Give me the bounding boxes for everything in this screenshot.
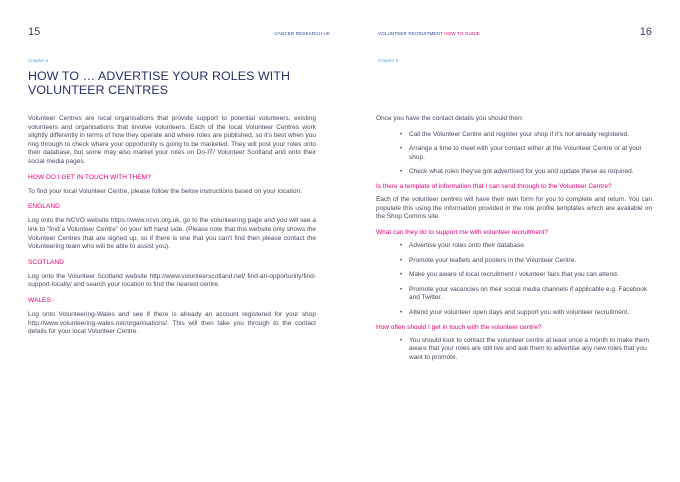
- often-question: How often should I get in touch with the volunteer centre?: [376, 323, 542, 331]
- running-head: CANCER RESEARCH UK: [274, 31, 330, 36]
- contact-steps-list: [400, 131, 652, 177]
- get-in-touch-heading: HOW DO I GET IN TOUCH WITH THEM?: [28, 173, 151, 181]
- scotland-heading: SCOTLAND: [28, 258, 64, 266]
- intro-paragraph: Volunteer Centres are local organisations that provide support to potential volunteers, existing volunteers and organisations that involve volunteers. Each of the local Volunteer Centres work slightly differently in terms of how they operate and where roles are published, so it's best when you ring through to check where your opportunity is going to be marketed. They will post your roles onto their database, but some may also market your roles on Do-IT/ Volunteer Scotland and onto their social media pages.: [28, 115, 316, 165]
- contact-intro: Once you have the contact details you should then:: [376, 115, 524, 122]
- england-heading: ENGLAND: [28, 203, 60, 211]
- england-paragraph: Log onto the NCVO website https://www.ncvo.org.uk, go to the volunteering page and you will see a link to "find a Volunteer Centre" on your left hand side. (Please note that this website only shows the Volunteer Centres that are signed up, so if there is one that you can't find then please contact the Volunteering team who will be able to assist you).: [28, 217, 316, 251]
- template-answer: Each of the volunteer centres will have their own form for you to complete and return. You can populate this using the information provided in the role profile templates which are available on the Shop Comms site.: [376, 196, 652, 221]
- running-head-accent: HOW TO GUIDE: [444, 31, 480, 36]
- list-item: • Promote your vacancies on their social media channels if applicable e.g. Facebook and Twitter.: [400, 286, 652, 303]
- list-item: • Advertise your roles onto their database.: [400, 242, 652, 251]
- list-item: • Arrange a time to meet with your contact either at the Volunteer Centre or at your shop.: [400, 145, 652, 162]
- page-title: HOW TO … ADVERTISE YOUR ROLES WITH VOLUNTEER CENTRES: [28, 69, 291, 97]
- wales-paragraph: Log onto Volunteering-Wales and see if there is already an account registered for your shop http://www.volunteering-wales.net/organisations/. This will then take you through to the contact details for your local Volunteer Centre.: [28, 311, 316, 336]
- page-number: 16: [639, 26, 652, 38]
- get-in-touch-paragraph: To find your local Volunteer Centre, please follow the below instructions based on your location:: [28, 187, 302, 195]
- template-question: Is there a template of information that I can send through to the Volunteer Centre?: [376, 182, 612, 190]
- list-item: • Call the Volunteer Centre and register your shop if it's not already registered.: [400, 131, 652, 140]
- often-list: [400, 337, 652, 363]
- list-item: • You should look to contact the volunteer centre at least once a month to make them aware that your roles are still live and ask them to advertise any new roles that you want to promote.: [400, 337, 652, 363]
- list-item: • Promote your leaflets and posters in the Volunteer Centre.: [400, 257, 652, 266]
- support-question: What can they do to support me with volunteer recruitment?: [376, 228, 548, 236]
- page-number: 15: [28, 26, 41, 38]
- wales-heading: WALES: [28, 297, 51, 304]
- list-item: • Make you aware of local recruitment / volunteer fairs that you can attend.: [400, 271, 652, 280]
- chapter-label: Chapter 6: [378, 58, 399, 63]
- left-body: [28, 115, 316, 344]
- list-item: • Check what roles they've got advertised for you and update these as required.: [400, 168, 652, 177]
- list-item: • Attend your volunteer open days and support you with volunteer recruitment.: [400, 309, 652, 318]
- right-body: [376, 115, 652, 368]
- running-head-main: VOLUNTEER RECRUITMENT: [378, 31, 443, 36]
- chapter-label: Chapter 6: [28, 58, 49, 63]
- running-head: [378, 31, 480, 36]
- support-list: [400, 242, 652, 318]
- scotland-paragraph: Log onto the Volunteer Scotland website http://www.volunteerscotland.net/ find-an-opportunity/find-support-locally/ and search your location to find the nearest centre.: [28, 272, 316, 289]
